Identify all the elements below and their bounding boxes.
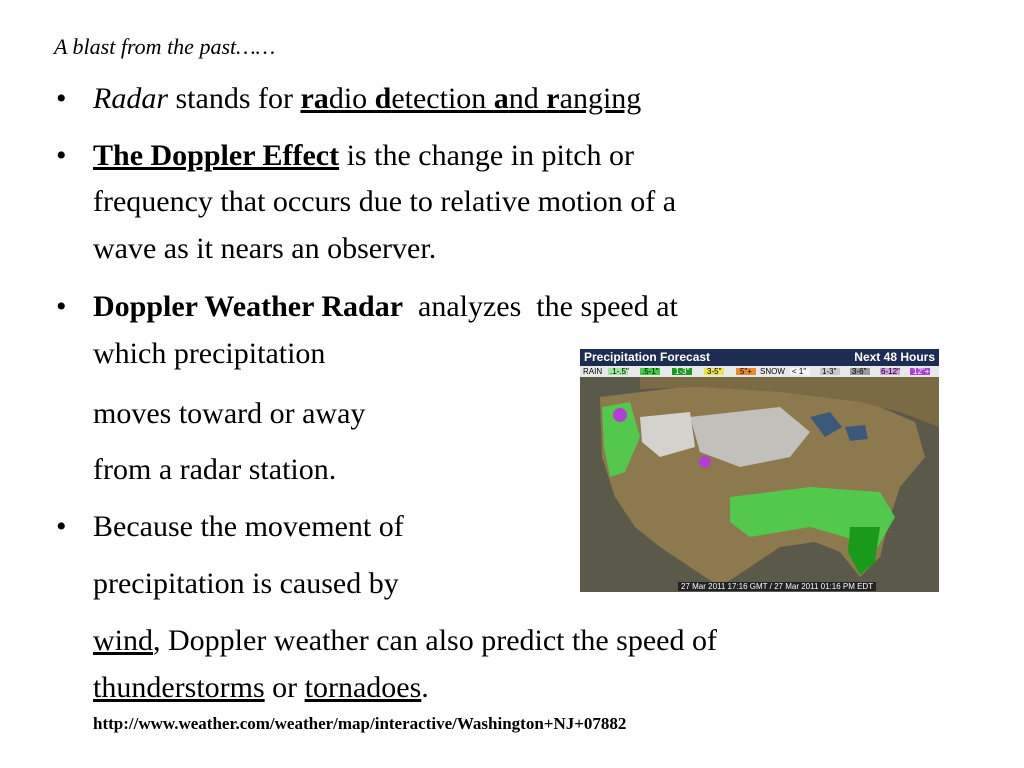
bullet-doppler-effect-line2: frequency that occurs due to relative motion of a xyxy=(93,185,677,218)
map-timestamp: 27 Mar 2011 17:16 GMT / 27 Mar 2011 01:16 PM EDT xyxy=(678,582,876,591)
bullet-movement-line4: thunderstorms or tornadoes. xyxy=(93,671,429,704)
map-range: Next 48 Hours xyxy=(854,350,935,364)
tornadoes-link[interactable]: tornadoes xyxy=(304,671,422,704)
legend-snow-2: 1-3" xyxy=(822,367,837,376)
bullet-doppler-radar: Doppler Weather Radar analyzes the speed at xyxy=(93,290,678,323)
map-legend xyxy=(580,366,939,377)
bullet-movement-line3: wind, Doppler weather can also predict the speed of xyxy=(93,624,717,657)
legend-rain-5: 5"+ xyxy=(740,367,752,376)
legend-rain-4: 3-5" xyxy=(707,367,722,376)
legend-snow-5: 12"+ xyxy=(913,367,930,376)
bullet-doppler-radar-line4: from a radar station. xyxy=(93,453,337,486)
legend-rain-label: RAIN xyxy=(583,367,603,376)
bullet-doppler-effect-line3: wave as it nears an observer. xyxy=(93,232,437,265)
map-heavy-snow xyxy=(613,408,627,422)
precipitation-forecast-map xyxy=(580,349,939,592)
bullet-doppler-radar-line2: which precipitation xyxy=(93,337,326,370)
map-title: Precipitation Forecast xyxy=(584,350,711,364)
bullet-dot: • xyxy=(56,139,67,172)
bullet-dot: • xyxy=(56,510,67,543)
legend-rain-1: .1-.5" xyxy=(610,367,629,376)
wind-link[interactable]: wind xyxy=(93,624,153,657)
bullet-dot: • xyxy=(56,82,67,115)
bullet-radar: Radar stands for radio detection and ranging xyxy=(93,82,642,115)
legend-snow-3: 3-6" xyxy=(852,367,867,376)
bullet-movement-line1: Because the movement of xyxy=(93,510,404,543)
source-url[interactable]: http://www.weather.com/weather/map/interactive/Washington+NJ+07882 xyxy=(93,714,627,733)
legend-rain-3: 1-3" xyxy=(675,367,690,376)
bullet-movement-line2: precipitation is caused by xyxy=(93,567,399,600)
map-heavy-snow xyxy=(699,456,711,468)
legend-snow-label: SNOW xyxy=(760,367,785,376)
bullet-doppler-effect: The Doppler Effect is the change in pitch or xyxy=(93,139,635,172)
map-title-bar xyxy=(580,349,939,366)
legend-snow-4: 6-12" xyxy=(881,367,900,376)
map-graphic xyxy=(580,377,939,592)
bullet-doppler-radar-line3: moves toward or away xyxy=(93,397,366,430)
bullet-dot: • xyxy=(56,290,67,323)
slide-kicker: A blast from the past…… xyxy=(54,34,276,59)
legend-rain-2: .5-1" xyxy=(642,367,659,376)
thunderstorms-link[interactable]: thunderstorms xyxy=(93,671,265,704)
legend-snow-1: < 1" xyxy=(792,367,807,376)
